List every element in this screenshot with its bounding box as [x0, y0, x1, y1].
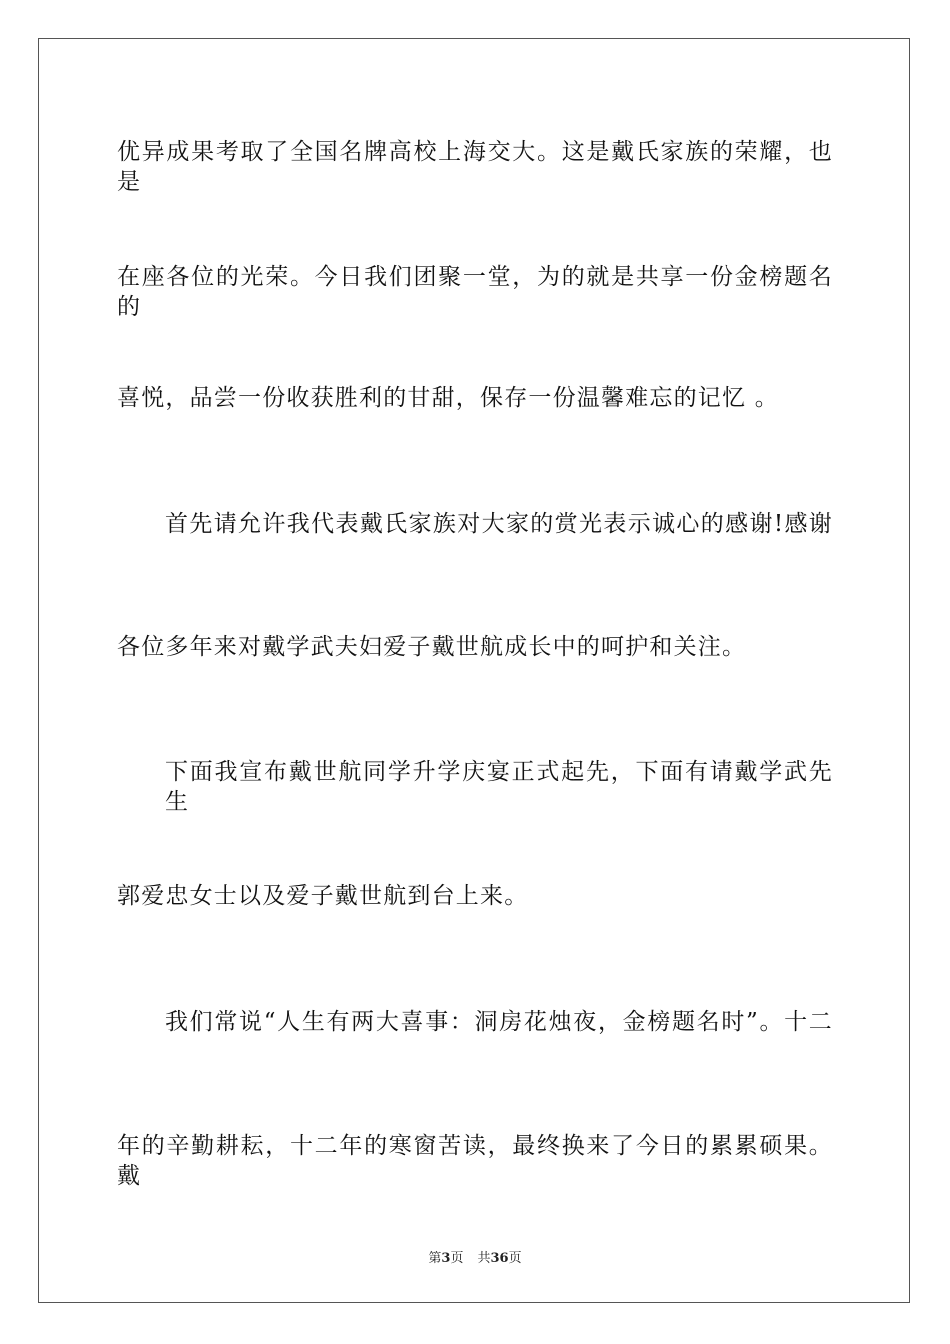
body-line-2: 在座各位的光荣。今日我们团聚一堂，为的就是共享一份金榜题名的 [117, 264, 833, 320]
body-line-5: 各位多年来对戴学武夫妇爱子戴世航成长中的呵护和关注。 [117, 634, 747, 660]
body-line-6: 下面我宣布戴世航同学升学庆宴正式起先，下面有请戴学武先生 [165, 759, 833, 815]
page-number: 3 [441, 1251, 451, 1266]
body-line-4: 首先请允许我代表戴氏家族对大家的赏光表示诚心的感谢!感谢 [165, 511, 833, 537]
page-prefix: 第 [428, 1251, 442, 1266]
page-footer [0, 1247, 950, 1266]
total-suffix: 页 [508, 1251, 522, 1266]
body-line-3: 喜悦，品尝一份收获胜利的甘甜，保存一份温馨难忘的记忆 。 [117, 385, 779, 411]
body-line-1: 优异成果考取了全国名牌高校上海交大。这是戴氏家族的荣耀，也是 [117, 139, 833, 195]
page-suffix: 页 [450, 1251, 464, 1266]
total-prefix: 共 [477, 1251, 491, 1266]
body-line-9: 年的辛勤耕耘，十二年的寒窗苦读，最终换来了今日的累累硕果。戴 [117, 1133, 833, 1189]
total-pages: 36 [490, 1251, 509, 1266]
body-line-7: 郭爱忠女士以及爱子戴世航到台上来。 [117, 883, 529, 909]
page-border [38, 38, 910, 1303]
body-line-8: 我们常说“人生有两大喜事：洞房花烛夜，金榜题名时”。十二 [165, 1009, 833, 1035]
